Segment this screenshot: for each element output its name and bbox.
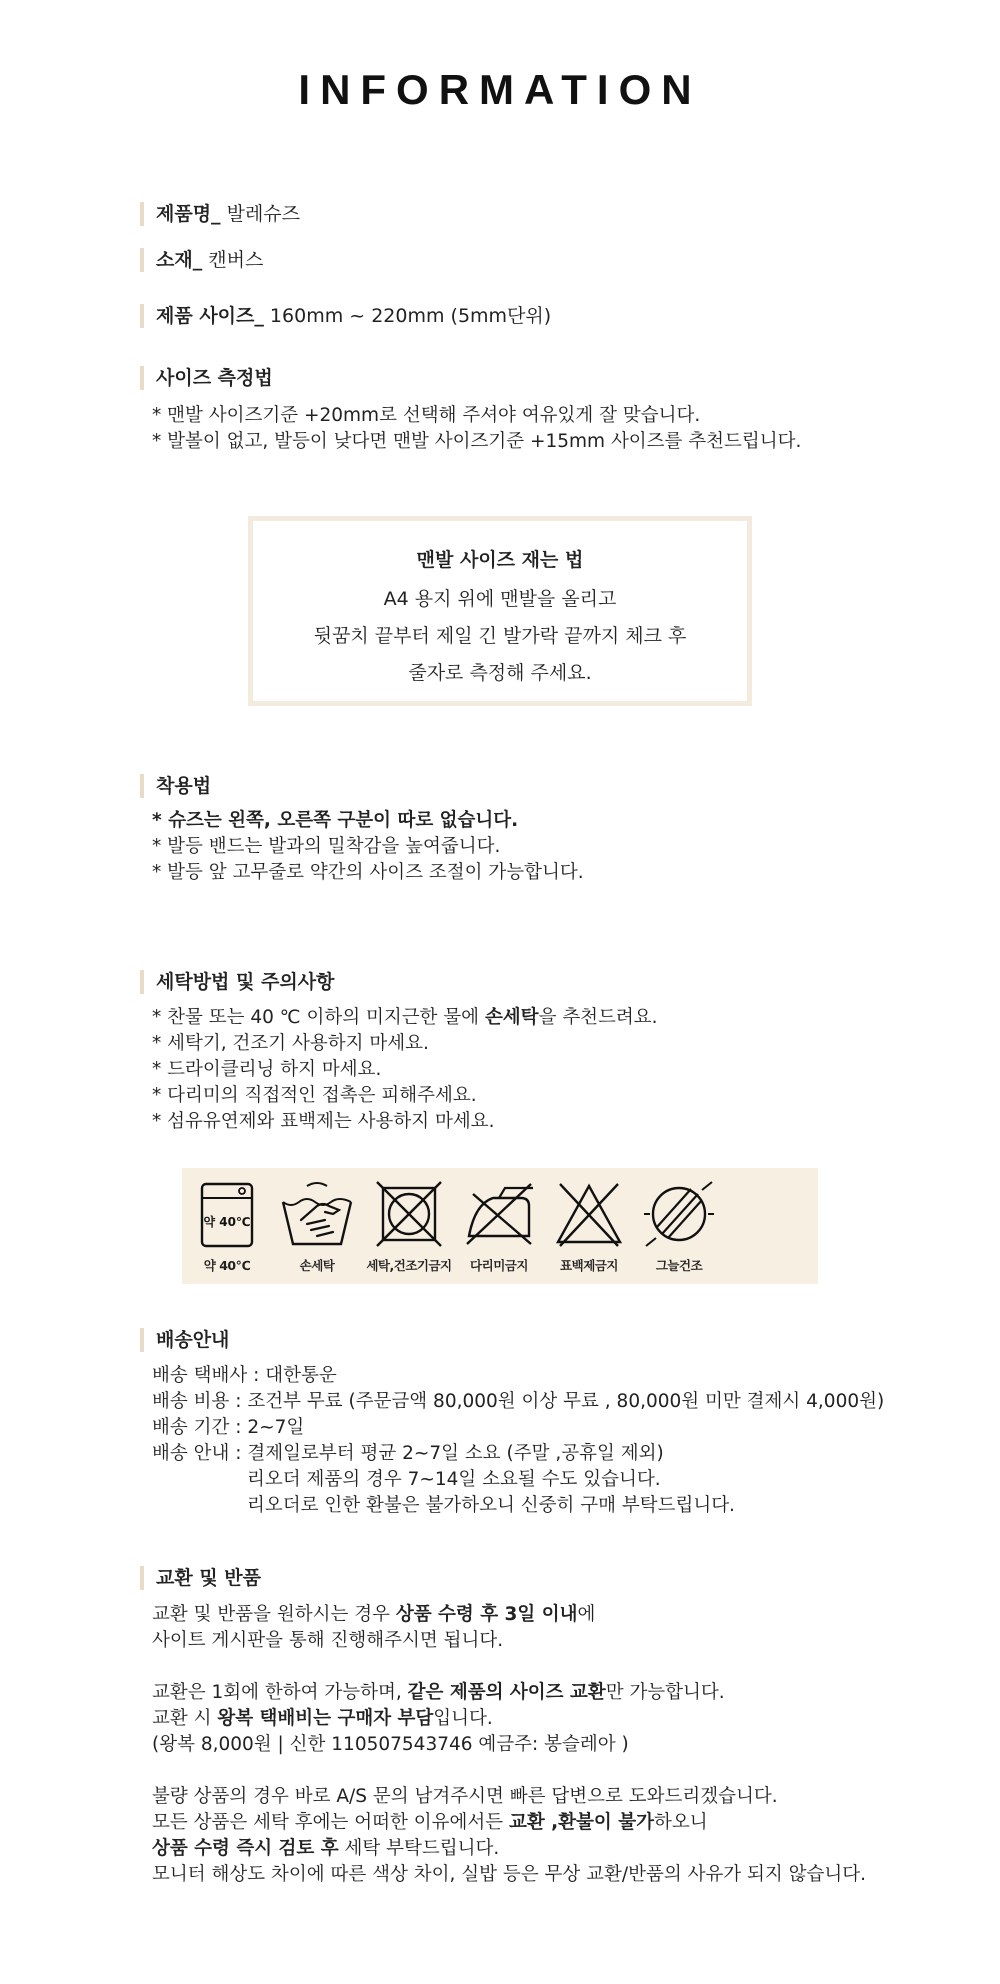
wear-body <box>152 808 584 886</box>
care-label: 손세탁 <box>299 1258 335 1273</box>
wash-line: * 드라이클리닝 하지 마세요. <box>152 1059 382 1080</box>
exchange-line: 모든 상품은 세탁 후에는 어떠한 이유에서든 교환 ,환불이 불가하오니 <box>152 1812 708 1833</box>
measure-line: * 맨발 사이즈기준 +20mm로 선택해 주셔야 여유있게 잘 맞습니다. <box>152 405 701 426</box>
guide-line: 줄자로 측정해 주세요. <box>408 662 592 684</box>
exchange-line: 교환 및 반품을 원하시는 경우 상품 수령 후 3일 이내에 <box>152 1604 596 1625</box>
wash-line: * 섬유유연제와 표백제는 사용하지 마세요. <box>152 1111 495 1132</box>
care-item <box>454 1180 544 1274</box>
care-label: 세탁,건조기금지 <box>366 1258 452 1273</box>
measure-guide-box <box>248 516 752 706</box>
size-value: 160mm ~ 220mm (5mm단위) <box>263 305 552 327</box>
shipping-line: 리오더 제품의 경우 7~14일 소요될 수도 있습니다. <box>247 1469 661 1490</box>
care-item <box>272 1180 362 1274</box>
measure-body <box>152 403 801 455</box>
wash-40-icon <box>196 1180 258 1248</box>
shipping-line: 배송 기간 : 2~7일 <box>152 1417 305 1438</box>
guide-title: 맨발 사이즈 재는 법 <box>416 549 584 571</box>
measure-heading: 사이즈 측정법 <box>140 366 273 390</box>
exchange-line: 상품 수령 즉시 검토 후 세탁 부탁드립니다. <box>152 1838 500 1859</box>
wash-heading: 세탁방법 및 주의사항 <box>140 970 334 994</box>
exchange-line: 교환은 1회에 한하여 가능하며, 같은 제품의 사이즈 교환만 가능합니다. <box>152 1682 725 1703</box>
wash-line: * 찬물 또는 40 ℃ 이하의 미지근한 물에 손세탁을 추천드려요. <box>152 1007 658 1028</box>
exchange-line: (왕복 8,000원 | 신한 110507543746 예금주: 봉슬레아 ) <box>152 1734 629 1755</box>
measure-line: * 발볼이 없고, 발등이 낮다면 맨발 사이즈기준 +15mm 사이즈를 추천드립니다. <box>152 431 802 452</box>
wash-line: * 세탁기, 건조기 사용하지 마세요. <box>152 1033 429 1054</box>
product-name-row <box>140 202 300 226</box>
product-name-label: 제품명_ <box>156 203 221 225</box>
exchange-line: 사이트 게시판을 통해 진행해주시면 됩니다. <box>152 1630 504 1651</box>
care-symbols-panel <box>182 1168 818 1284</box>
guide-line: A4 용지 위에 맨발을 올리고 <box>383 588 617 610</box>
wash-body <box>152 1005 658 1135</box>
care-label: 그늘건조 <box>655 1258 703 1273</box>
shipping-line: 배송 안내 : 결제일로부터 평균 2~7일 소요 (주말 ,공휴일 제외) <box>152 1443 664 1464</box>
material-label: 소재_ <box>156 249 203 271</box>
care-item <box>364 1180 454 1274</box>
material-value: 캔버스 <box>202 249 264 271</box>
product-name-value: 발레슈즈 <box>220 203 301 225</box>
shipping-heading: 배송안내 <box>140 1328 229 1352</box>
shipping-body <box>152 1363 884 1519</box>
shipping-line: 리오더로 인한 환불은 불가하오니 신중히 구매 부탁드립니다. <box>247 1495 735 1516</box>
wash-line: * 다리미의 직접적인 접촉은 피해주세요. <box>152 1085 477 1106</box>
care-item <box>544 1180 634 1274</box>
dry-in-shade-icon <box>642 1180 716 1248</box>
exchange-line: 교환 시 왕복 택배비는 구매자 부담입니다. <box>152 1708 493 1729</box>
no-bleach-icon <box>554 1180 624 1248</box>
wear-heading: 착용법 <box>140 774 211 798</box>
shipping-line: 배송 비용 : 조건부 무료 (주문금액 80,000원 이상 무료 , 80,000원 미만 결제시 4,000원) <box>152 1391 885 1412</box>
exchange-body <box>152 1602 866 1888</box>
hand-wash-icon <box>277 1180 357 1248</box>
no-tumble-dry-icon <box>375 1180 443 1248</box>
care-label: 표백제금지 <box>560 1258 618 1273</box>
material-row <box>140 248 263 272</box>
care-item <box>182 1180 272 1274</box>
care-label: 약 40℃ <box>203 1258 251 1273</box>
wear-line: * 발등 앞 고무줄로 약간의 사이즈 조절이 가능합니다. <box>152 862 584 883</box>
page-title: INFORMATION <box>298 66 702 113</box>
wear-line: * 발등 밴드는 발과의 밀착감을 높여줍니다. <box>152 836 501 857</box>
size-row <box>140 304 551 328</box>
wear-bold-line: * 슈즈는 왼쪽, 오른쪽 구분이 따로 없습니다. <box>152 810 519 831</box>
care-item <box>634 1180 724 1274</box>
exchange-line: 불량 상품의 경우 바로 A/S 문의 남겨주시면 빠른 답변으로 도와드리겠습니다. <box>152 1786 778 1807</box>
guide-line: 뒷꿈치 끝부터 제일 긴 발가락 끝까지 체크 후 <box>313 625 687 647</box>
exchange-heading: 교환 및 반품 <box>140 1566 261 1590</box>
wash-temp-text: 약 40℃ <box>203 1215 251 1229</box>
size-label: 제품 사이즈_ <box>156 305 264 327</box>
shipping-line: 배송 택배사 : 대한통운 <box>152 1365 337 1386</box>
no-iron-icon <box>459 1180 539 1248</box>
exchange-line: 모니터 해상도 차이에 따른 색상 차이, 실밥 등은 무상 교환/반품의 사유가 되지 않습니다. <box>152 1864 867 1885</box>
care-label: 다리미금지 <box>470 1258 528 1273</box>
